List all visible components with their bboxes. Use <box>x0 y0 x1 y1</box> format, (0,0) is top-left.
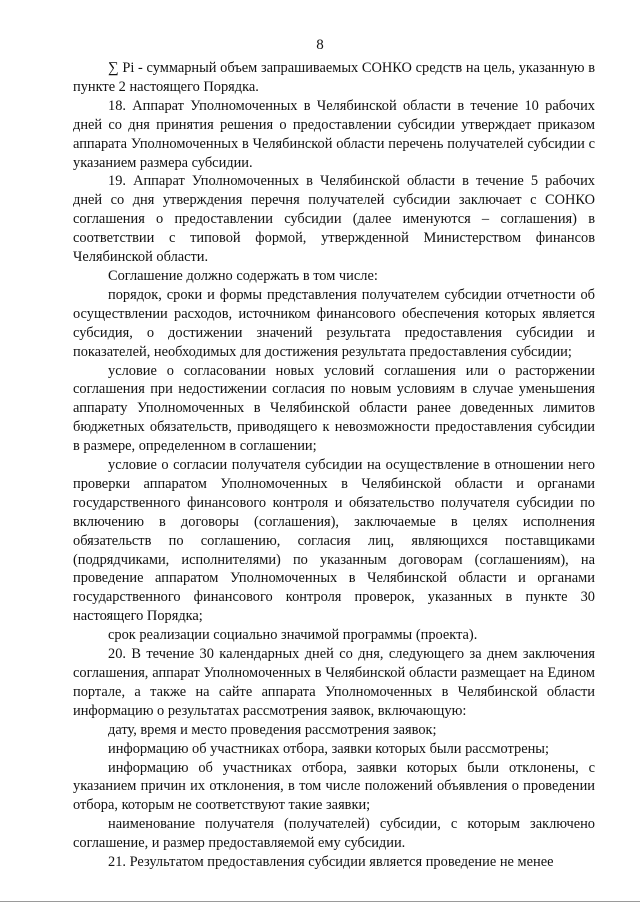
paragraph-item-20: 20. В течение 30 календарных дней со дня, следующего за днем заключения соглашения, аппарат Уполномоченных в Челябинской области размещает на Едином портале, а также на сайте аппарата Уполномоченных в Челябинской области информацию о результатах рассмотрения заявок, включающую: <box>73 646 595 719</box>
paragraph-agreement-intro: Соглашение должно содержать в том числе: <box>108 267 378 284</box>
sigma-symbol: ∑ <box>108 60 119 76</box>
paragraph-recipient-name: наименование получателя (получателей) субсидии, с которым заключено соглашение, и размер предоставляемой ему субсидии. <box>73 816 595 852</box>
paragraph-reporting-order: порядок, сроки и формы представления получателем субсидии отчетности об осуществлении расходов, источником финансового обеспечения которых является субсидия, о достижении значений результата предоставления субсидии и показателей, необходимых для достижения результата предоставления субсидии; <box>73 286 595 360</box>
page-bottom-divider <box>0 901 640 902</box>
paragraph-item-18: 18. Аппарат Уполномоченных в Челябинской области в течение 10 рабочих дней со дня принятия решения о предоставлении субсидии утверждает приказом аппарата Уполномоченных в Челябинской области перечень получателей субсидии с указанием размера субсидии. <box>73 97 595 171</box>
paragraph-text: Pi - суммарный объем запрашиваемых СОНКО средств на цель, указанную в пункте 2 настоящего Порядка. <box>73 60 595 95</box>
paragraph-sigma-definition <box>73 59 595 97</box>
paragraph-item-19: 19. Аппарат Уполномоченных в Челябинской области в течение 5 рабочих дней со дня утверждения перечня получателей субсидии заключает с СОНКО соглашения о предоставлении субсидии (далее именуются – соглашения) в соответствии с типовой формой, утвержденной Министерством финансов Челябинской области. <box>73 173 595 266</box>
paragraph-review-date: дату, время и место проведения рассмотрения заявок; <box>108 721 437 738</box>
paragraph-item-21: 21. Результатом предоставления субсидии является проведение не менее <box>108 854 554 871</box>
page-number: 8 <box>316 37 324 53</box>
paragraph-audit-consent: условие о согласии получателя субсидии на осуществление в отношении него проверки аппаратом Уполномоченных в Челябинской области и органами государственного финансового контроля и обязательство получателя субсидии по включению в договоры (соглашения), заключаемые в целях исполнения обязательств по соглашению, согласия лиц, являющихся поставщиками (подрядчиками, исполнителями) по указанным договорам (соглашениям), на проведение аппаратом Уполномоченных в Челябинской области и органами государственного финансового контроля проверок, указанных в пункте 30 настоящего Порядка; <box>73 457 595 625</box>
paragraph-program-term: срок реализации социально значимой программы (проекта). <box>108 627 478 644</box>
paragraph-reviewed-participants: информацию об участниках отбора, заявки которых были рассмотрены; <box>108 740 549 757</box>
paragraph-rejected-participants: информацию об участниках отбора, заявки которых были отклонены, с указанием причин их отклонения, в том числе положений объявления о проведении отбора, которым не соответствуют такие заявки; <box>73 759 595 814</box>
paragraph-new-conditions: условие о согласовании новых условий соглашения или о расторжении соглашения при недостижении согласия по новым условиям в случае уменьшения аппарату Уполномоченных в Челябинской области ранее доведенных лимитов бюджетных обязательств, приводящего к невозможности предоставления субсидии в размере, определенном в соглашении; <box>73 362 595 455</box>
document-body <box>73 59 595 872</box>
